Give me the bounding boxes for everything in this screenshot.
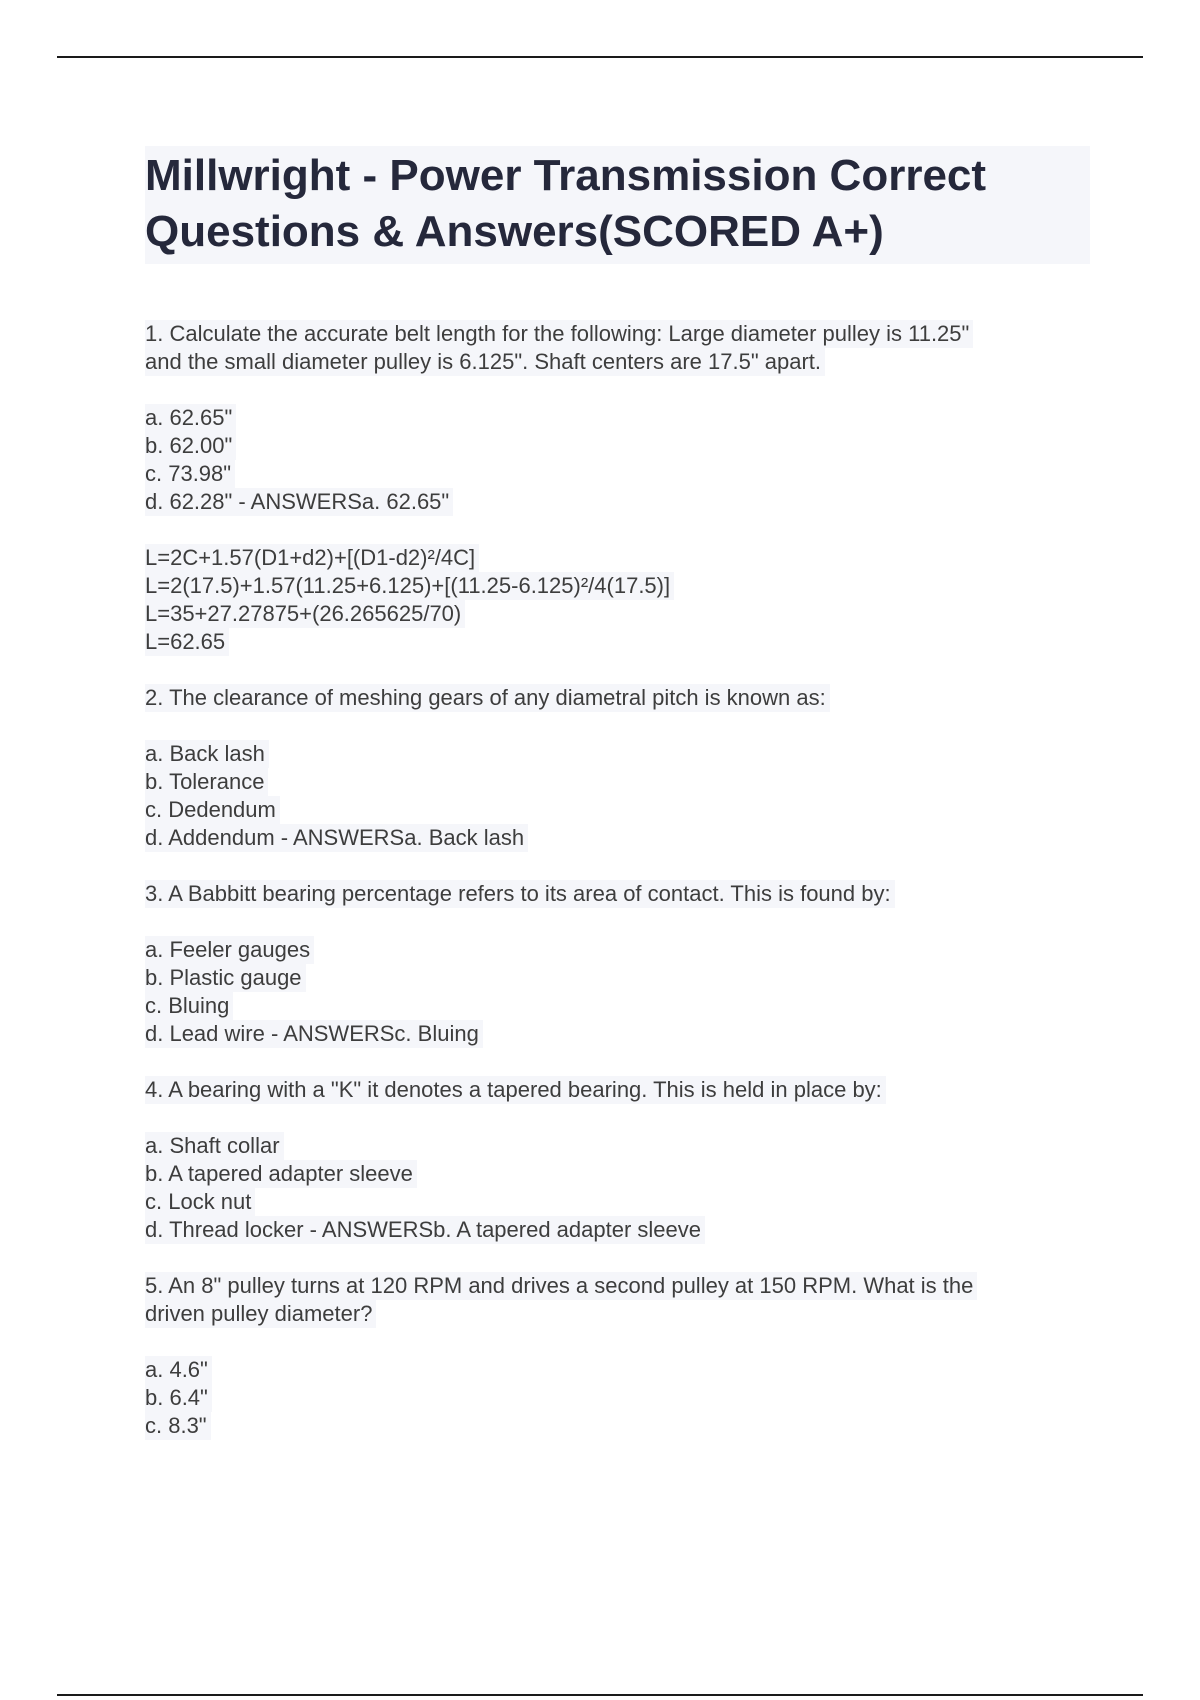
question-5 [145, 1272, 1090, 1328]
question-5-text-line-1: 5. An 8" pulley turns at 120 RPM and drives a second pulley at 150 RPM. What is the [145, 1272, 977, 1300]
option-a: a. Back lash [145, 740, 269, 768]
document-title [145, 148, 1072, 260]
option-d-answer: d. 62.28" - ANSWERSa. 62.65" [145, 488, 453, 516]
option-b: b. Plastic gauge [145, 964, 306, 992]
option-c: c. Lock nut [145, 1188, 255, 1216]
question-2 [145, 684, 1090, 712]
question-4-text: 4. A bearing with a "K" it denotes a tapered bearing. This is held in place by: [145, 1076, 886, 1104]
question-4 [145, 1076, 1090, 1104]
question-5-text-line-2: driven pulley diameter? [145, 1300, 376, 1328]
question-1-text-line-1: 1. Calculate the accurate belt length for the following: Large diameter pulley is 11.25" [145, 320, 973, 348]
option-a: a. Feeler gauges [145, 936, 314, 964]
formula-line: L=35+27.27875+(26.265625/70) [145, 600, 465, 628]
option-a: a. 4.6" [145, 1356, 212, 1384]
title-line-2: Questions & Answers(SCORED A+) [145, 207, 884, 256]
option-c: c. Bluing [145, 992, 233, 1020]
option-a: a. Shaft collar [145, 1132, 284, 1160]
question-2-text: 2. The clearance of meshing gears of any diametral pitch is known as: [145, 684, 830, 712]
option-b: b. 6.4" [145, 1384, 212, 1412]
question-1-workings [145, 544, 1090, 656]
question-1-text-line-2: and the small diameter pulley is 6.125". Shaft centers are 17.5" apart. [145, 348, 825, 376]
option-d-answer: d. Addendum - ANSWERSa. Back lash [145, 824, 528, 852]
question-3-options [145, 936, 1090, 1048]
option-c: c. 8.3" [145, 1412, 211, 1440]
header-rule [57, 56, 1143, 58]
option-b: b. Tolerance [145, 768, 268, 796]
question-2-options [145, 740, 1090, 852]
formula-line: L=2C+1.57(D1+d2)+[(D1-d2)²/4C] [145, 544, 479, 572]
question-3 [145, 880, 1090, 908]
option-d-answer: d. Thread locker - ANSWERSb. A tapered adapter sleeve [145, 1216, 705, 1244]
footer-rule [57, 1694, 1143, 1696]
formula-line: L=2(17.5)+1.57(11.25+6.125)+[(11.25-6.125)²/4(17.5)] [145, 572, 674, 600]
question-4-options [145, 1132, 1090, 1244]
title-block [145, 146, 1090, 264]
question-3-text: 3. A Babbitt bearing percentage refers to its area of contact. This is found by: [145, 880, 895, 908]
option-c: c. Dedendum [145, 796, 280, 824]
option-a: a. 62.65" [145, 404, 236, 432]
option-d-answer: d. Lead wire - ANSWERSc. Bluing [145, 1020, 483, 1048]
option-b: b. A tapered adapter sleeve [145, 1160, 417, 1188]
document-body [145, 146, 1090, 1468]
question-5-options [145, 1356, 1090, 1440]
option-c: c. 73.98" [145, 460, 235, 488]
formula-line: L=62.65 [145, 628, 229, 656]
question-1 [145, 320, 1090, 376]
question-1-options [145, 404, 1090, 516]
title-line-1: Millwright - Power Transmission Correct [145, 151, 987, 200]
option-b: b. 62.00" [145, 432, 236, 460]
